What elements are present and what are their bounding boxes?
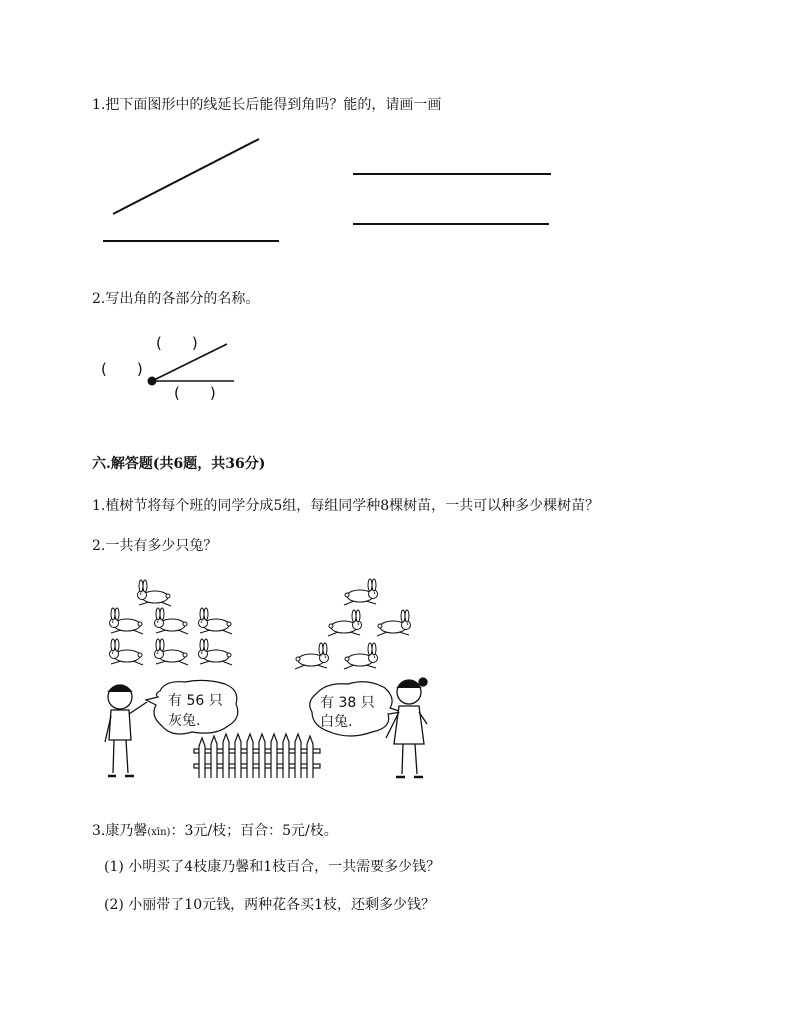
white-rabbit-icon (377, 610, 411, 636)
white-rabbit-icon (328, 610, 362, 636)
angle-blank-bottom: ( ) (174, 384, 216, 402)
pinyin-annotation: (xīn) (147, 827, 171, 838)
gray-rabbit-icon (138, 580, 172, 606)
gray-rabbit-icon (155, 608, 189, 634)
girl-bubble-line-2: 白兔. (320, 714, 353, 730)
white-rabbit-icon (344, 579, 378, 605)
section-heading: 六.解答题(共6题，共36分) (92, 456, 266, 472)
fence (194, 734, 320, 778)
angle-blank-vertex: ( ) (101, 360, 143, 378)
gray-rabbit-icon (155, 639, 189, 665)
gray-rabbit-icon (110, 639, 144, 665)
angle-vertex-dot (148, 377, 157, 386)
white-rabbit-icon (295, 643, 329, 669)
question-1-text: 1.把下面图形中的线延长后能得到角吗？能的，请画一画 (92, 97, 442, 113)
girl-bubble-line-1: 有 38 只 (320, 695, 375, 711)
gray-rabbit-icon (199, 608, 233, 634)
boy-figure (105, 685, 147, 776)
problem-2-text: 2.一共有多少只兔？ (92, 538, 218, 554)
problem-1-text: 1.植树节将每个班的同学分成5组，每组同学种8棵树苗，一共可以种多少棵树苗？ (92, 498, 600, 514)
angle-ray-upper (152, 344, 227, 381)
gray-rabbit-icon (199, 639, 233, 665)
white-rabbit-icon (344, 643, 378, 669)
question-2-text: 2.写出角的各部分的名称。 (92, 291, 260, 307)
angle-blank-top: ( ) (156, 334, 198, 352)
gray-rabbits-group (110, 580, 233, 665)
girl-figure (386, 678, 427, 777)
boy-bubble-line-2: 灰兔. (168, 713, 201, 729)
problem-3-text-after: ：3元/枝；百合：5元/枝。 (170, 823, 338, 839)
problem-3-text-before: 3.康乃馨 (92, 823, 148, 839)
white-rabbits-group (295, 579, 411, 669)
gray-rabbit-icon (110, 608, 144, 634)
problem-3-sub-2: (2) 小丽带了10元钱，两种花各买1枝，还剩多少钱？ (104, 897, 436, 913)
q1-slanted-line (113, 139, 259, 214)
boy-bubble-line-1: 有 56 只 (168, 693, 223, 709)
problem-3-sub-1: (1) 小明买了4枝康乃馨和1枝百合，一共需要多少钱？ (104, 859, 441, 875)
